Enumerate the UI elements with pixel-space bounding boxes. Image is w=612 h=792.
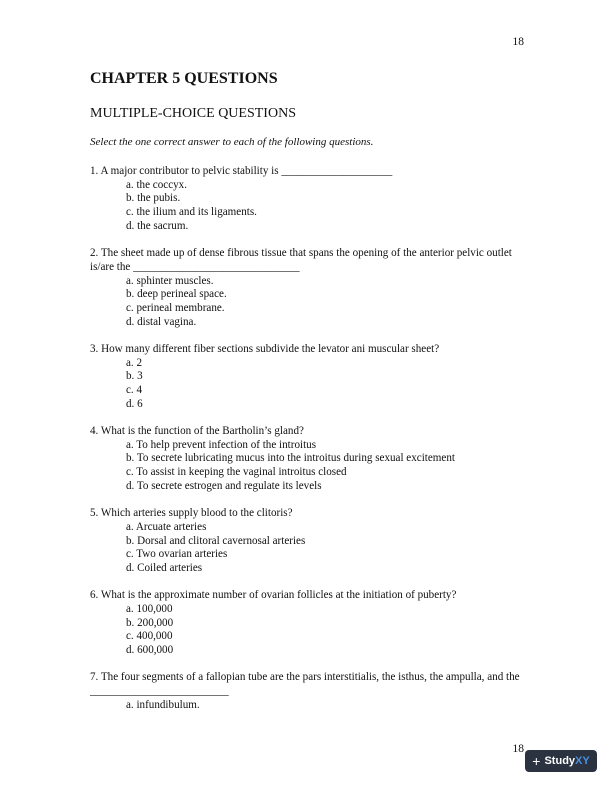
answer-options	[90, 603, 530, 658]
instructions: Select the one correct answer to each of the following questions.	[90, 136, 374, 148]
answer-options	[90, 357, 530, 412]
question-text: 7. The four segments of a fallopian tube are the pars interstitialis, the isthus, the ampulla, and the	[90, 671, 523, 684]
answer-option: b. Dorsal and clitoral cavernosal arteries	[126, 534, 306, 547]
answer-options	[90, 521, 530, 576]
question-text: 1. A major contributor to pelvic stability is	[90, 165, 282, 177]
question-text: 3. How many different fiber sections subdivide the levator ani muscular sheet?	[90, 342, 440, 355]
question-item	[90, 507, 530, 576]
answer-option: d. Coiled arteries	[126, 561, 203, 574]
plus-icon: +	[532, 753, 541, 769]
studyxy-badge[interactable]	[525, 750, 597, 772]
question-text: 5. Which arteries supply blood to the clitoris?	[90, 507, 293, 520]
page-number-top: 18	[512, 36, 524, 48]
answer-option: c. the ilium and its ligaments.	[126, 206, 257, 219]
answer-option: a. 2	[126, 356, 143, 369]
answer-option: d. To secrete estrogen and regulate its levels	[126, 479, 322, 492]
question-stem	[90, 671, 530, 698]
document-content	[90, 70, 530, 726]
answer-options	[90, 439, 530, 494]
answer-option: b. To secrete lubricating mucus into the introitus during sexual excitement	[126, 452, 455, 465]
chapter-title: CHAPTER 5 QUESTIONS	[90, 70, 278, 87]
answer-option: a. the coccyx.	[126, 178, 187, 191]
answer-option: a. 100,000	[126, 602, 173, 615]
question-list	[90, 165, 530, 712]
question-stem	[90, 247, 530, 274]
answer-blank: _________________________	[90, 685, 229, 698]
answer-options	[90, 699, 530, 713]
question-item	[90, 589, 530, 658]
answer-option: b. deep perineal space.	[126, 288, 227, 301]
question-text: 2. The sheet made up of dense fibrous tissue that spans the opening of the anterior pelvic outlet is/are the	[90, 247, 515, 273]
answer-option: a. sphinter muscles.	[126, 274, 214, 287]
question-item	[90, 343, 530, 412]
answer-option: d. 600,000	[126, 644, 174, 657]
question-item	[90, 165, 530, 234]
badge-label-accent: XY	[575, 755, 590, 767]
question-item	[90, 425, 530, 494]
answer-option: c. 400,000	[126, 630, 173, 643]
answer-option: c. perineal membrane.	[126, 301, 225, 314]
question-item	[90, 671, 530, 712]
question-stem	[90, 343, 530, 357]
answer-option: b. 3	[126, 370, 143, 383]
answer-option: c. 4	[126, 384, 143, 397]
answer-option: c. Two ovarian arteries	[126, 548, 228, 561]
answer-blank: ____________________	[281, 165, 393, 177]
answer-option: d. distal vagina.	[126, 315, 197, 328]
section-title: MULTIPLE-CHOICE QUESTIONS	[90, 106, 296, 121]
question-stem	[90, 425, 530, 439]
answer-option: c. To assist in keeping the vaginal introitus closed	[126, 466, 347, 479]
badge-label-main: Study	[544, 755, 576, 767]
question-stem	[90, 507, 530, 521]
answer-option: a. Arcuate arteries	[126, 520, 207, 533]
answer-option: a. infundibulum.	[126, 698, 200, 711]
answer-option: b. 200,000	[126, 616, 174, 629]
answer-option: d. 6	[126, 397, 143, 410]
question-stem	[90, 589, 530, 603]
answer-option: b. the pubis.	[126, 192, 181, 205]
answer-blank: ______________________________	[133, 260, 300, 273]
answer-option: d. the sacrum.	[126, 219, 189, 232]
answer-option: a. To help prevent infection of the introitus	[126, 438, 317, 451]
question-item	[90, 247, 530, 329]
answer-options	[90, 179, 530, 234]
question-text: 6. What is the approximate number of ovarian follicles at the initiation of puberty?	[90, 589, 457, 602]
answer-options	[90, 275, 530, 330]
page-number-bottom: 18	[512, 743, 524, 755]
question-text: 4. What is the function of the Bartholin’s gland?	[90, 425, 304, 438]
question-stem	[90, 165, 530, 179]
